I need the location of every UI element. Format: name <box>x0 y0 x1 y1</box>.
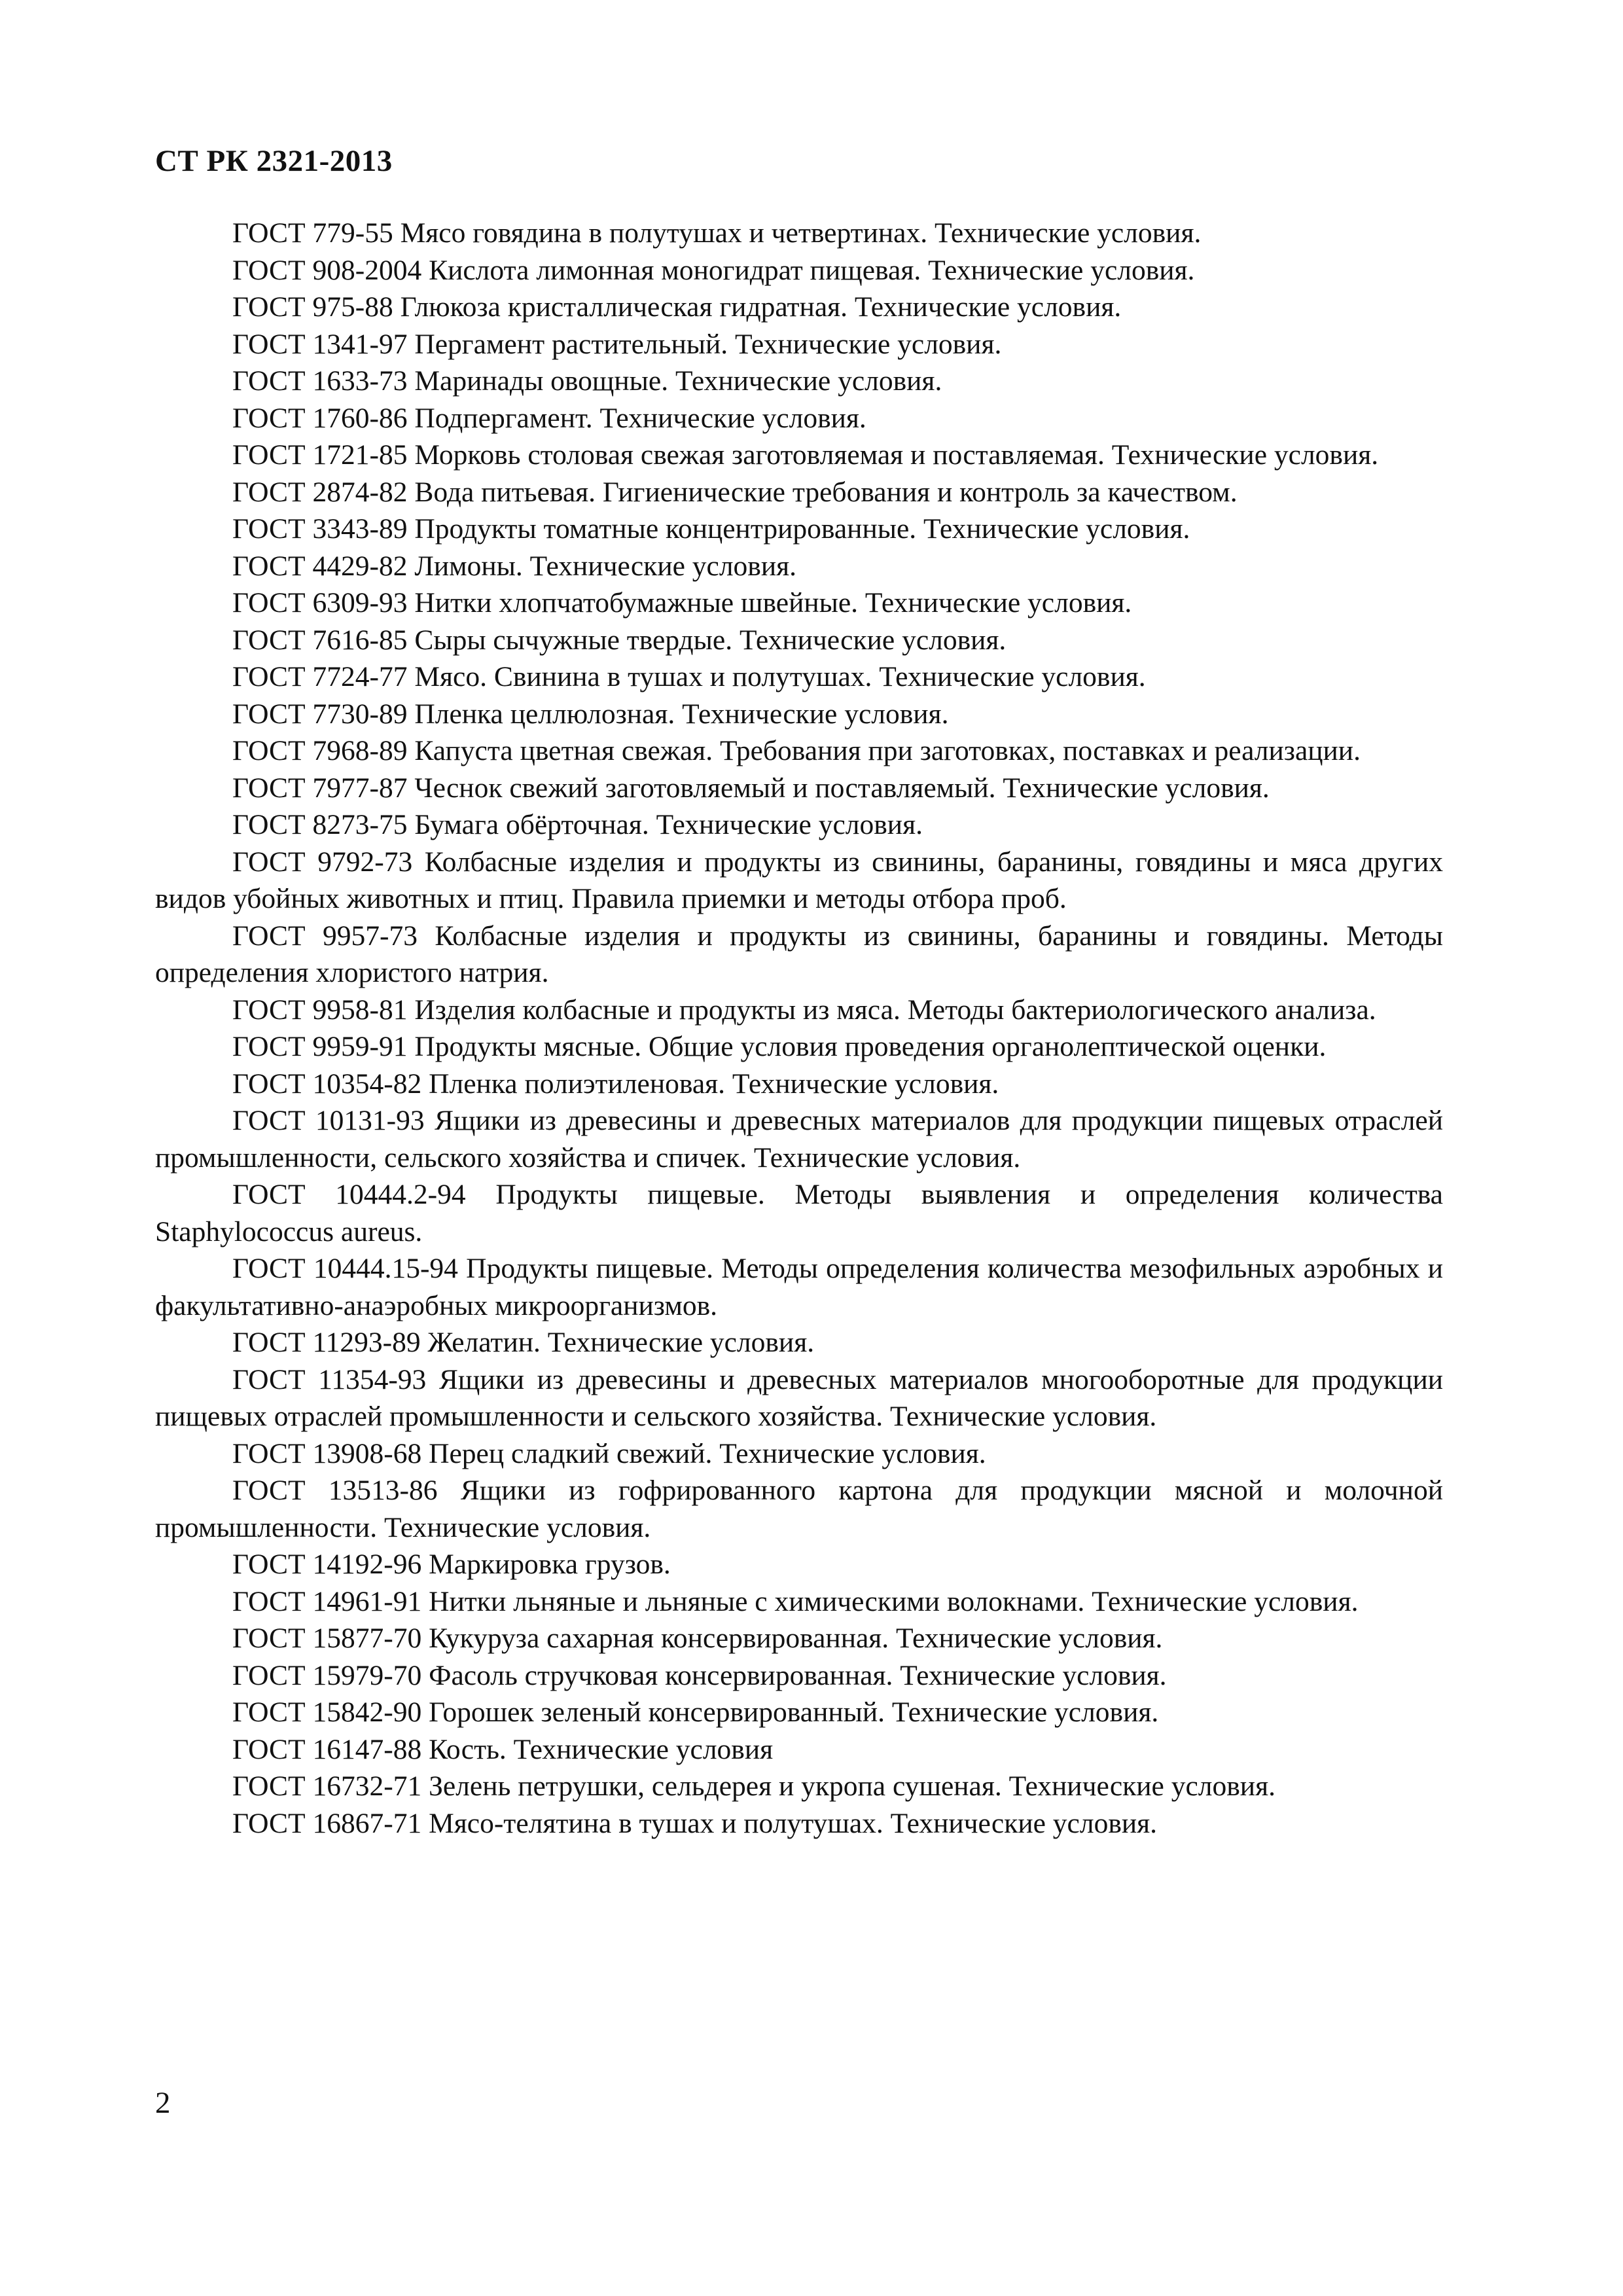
reference-item: ГОСТ 10354-82 Пленка полиэтиленовая. Технические условия. <box>232 1067 999 1100</box>
reference-item: ГОСТ 14961-91 Нитки льняные и льняные с химическими волокнами. Технические условия. <box>232 1585 1359 1617</box>
reference-item: ГОСТ 7616-85 Сыры сычужные твердые. Технические условия. <box>232 624 1007 656</box>
reference-item: ГОСТ 13513-86 Ящики из гофрированного картона для продукции мясной и молочной промышленности. Технические условия. <box>155 1475 1443 1543</box>
page-number: 2 <box>155 2086 171 2120</box>
reference-item: ГОСТ 4429-82 Лимоны. Технические условия. <box>232 550 796 582</box>
reference-item: ГОСТ 9957-73 Колбасные изделия и продукты из свинины, баранины и говядины. Методы определения хлористого натрия. <box>155 920 1443 988</box>
reference-item: ГОСТ 10444.2-94 Продукты пищевые. Методы выявления и определения количества Staphylococcus aureus. <box>155 1179 1443 1247</box>
reference-item: ГОСТ 10444.15-94 Продукты пищевые. Методы определения количества мезофильных аэробных и факультативно-анаэробных микроорганизмов. <box>155 1253 1443 1321</box>
reference-item: ГОСТ 1721-85 Морковь столовая свежая заготовляемая и поставляемая. Технические условия. <box>232 439 1379 471</box>
reference-item: ГОСТ 9959-91 Продукты мясные. Общие условия проведения органолептической оценки. <box>232 1031 1327 1062</box>
reference-item: ГОСТ 15979-70 Фасоль стручковая консервированная. Технические условия. <box>232 1659 1167 1691</box>
reference-item: ГОСТ 7724-77 Мясо. Свинина в тушах и полутушах. Технические условия. <box>232 661 1146 692</box>
reference-item: ГОСТ 779-55 Мясо говядина в полутушах и четвертинах. Технические условия. <box>232 217 1202 249</box>
reference-item: ГОСТ 11293-89 Желатин. Технические условия. <box>232 1327 815 1358</box>
reference-item: ГОСТ 16732-71 Зелень петрушки, сельдерея и укропа сушеная. Технические условия. <box>232 1770 1275 1802</box>
reference-item: ГОСТ 7730-89 Пленка целлюлозная. Технические условия. <box>232 698 949 730</box>
normative-references-list <box>155 215 1443 1842</box>
reference-item: ГОСТ 1633-73 Маринады овощные. Технические условия. <box>232 365 942 397</box>
reference-item: ГОСТ 2874-82 Вода питьевая. Гигиенические требования и контроль за качеством. <box>232 476 1238 508</box>
reference-item: ГОСТ 1341-97 Пергамент растительный. Технические условия. <box>232 328 1002 360</box>
reference-item: ГОСТ 15842-90 Горошек зеленый консервированный. Технические условия. <box>232 1696 1159 1728</box>
reference-item: ГОСТ 7968-89 Капуста цветная свежая. Требования при заготовках, поставках и реализации. <box>232 735 1361 766</box>
reference-item: ГОСТ 16867-71 Мясо-телятина в тушах и полутушах. Технические условия. <box>232 1807 1158 1839</box>
reference-item: ГОСТ 6309-93 Нитки хлопчатобумажные швейные. Технические условия. <box>232 587 1132 619</box>
reference-item: ГОСТ 13908-68 Перец сладкий свежий. Технические условия. <box>232 1437 986 1469</box>
reference-item: ГОСТ 7977-87 Чеснок свежий заготовляемый и поставляемый. Технические условия. <box>232 772 1270 804</box>
reference-item: ГОСТ 1760-86 Подпергамент. Технические условия. <box>232 402 866 434</box>
reference-item: ГОСТ 9792-73 Колбасные изделия и продукты из свинины, баранины, говядины и мяса других видов убойных животных и птиц. Правила приемки и методы отбора проб. <box>155 846 1443 914</box>
reference-item: ГОСТ 11354-93 Ящики из древесины и древесных материалов многооборотные для продукции пищевых отраслей промышленности и сельского хозяйства. Технические условия. <box>155 1363 1443 1432</box>
reference-item: ГОСТ 9958-81 Изделия колбасные и продукты из мяса. Методы бактериологического анализа. <box>232 994 1376 1026</box>
reference-item: ГОСТ 14192-96 Маркировка грузов. <box>232 1549 671 1580</box>
reference-item: ГОСТ 15877-70 Кукуруза сахарная консервированная. Технические условия. <box>232 1623 1163 1654</box>
reference-item: ГОСТ 16147-88 Кость. Технические условия <box>232 1733 774 1765</box>
reference-item: ГОСТ 908-2004 Кислота лимонная моногидрат пищевая. Технические условия. <box>232 254 1195 286</box>
document-code-header: СТ РК 2321-2013 <box>155 144 393 178</box>
reference-item: ГОСТ 975-88 Глюкоза кристаллическая гидратная. Технические условия. <box>232 291 1122 323</box>
reference-item: ГОСТ 3343-89 Продукты томатные концентрированные. Технические условия. <box>232 513 1190 545</box>
reference-item: ГОСТ 10131-93 Ящики из древесины и древесных материалов для продукции пищевых отраслей промышленности, сельского хозяйства и спичек. Технические условия. <box>155 1105 1443 1174</box>
reference-item: ГОСТ 8273-75 Бумага обёрточная. Технические условия. <box>232 809 923 840</box>
